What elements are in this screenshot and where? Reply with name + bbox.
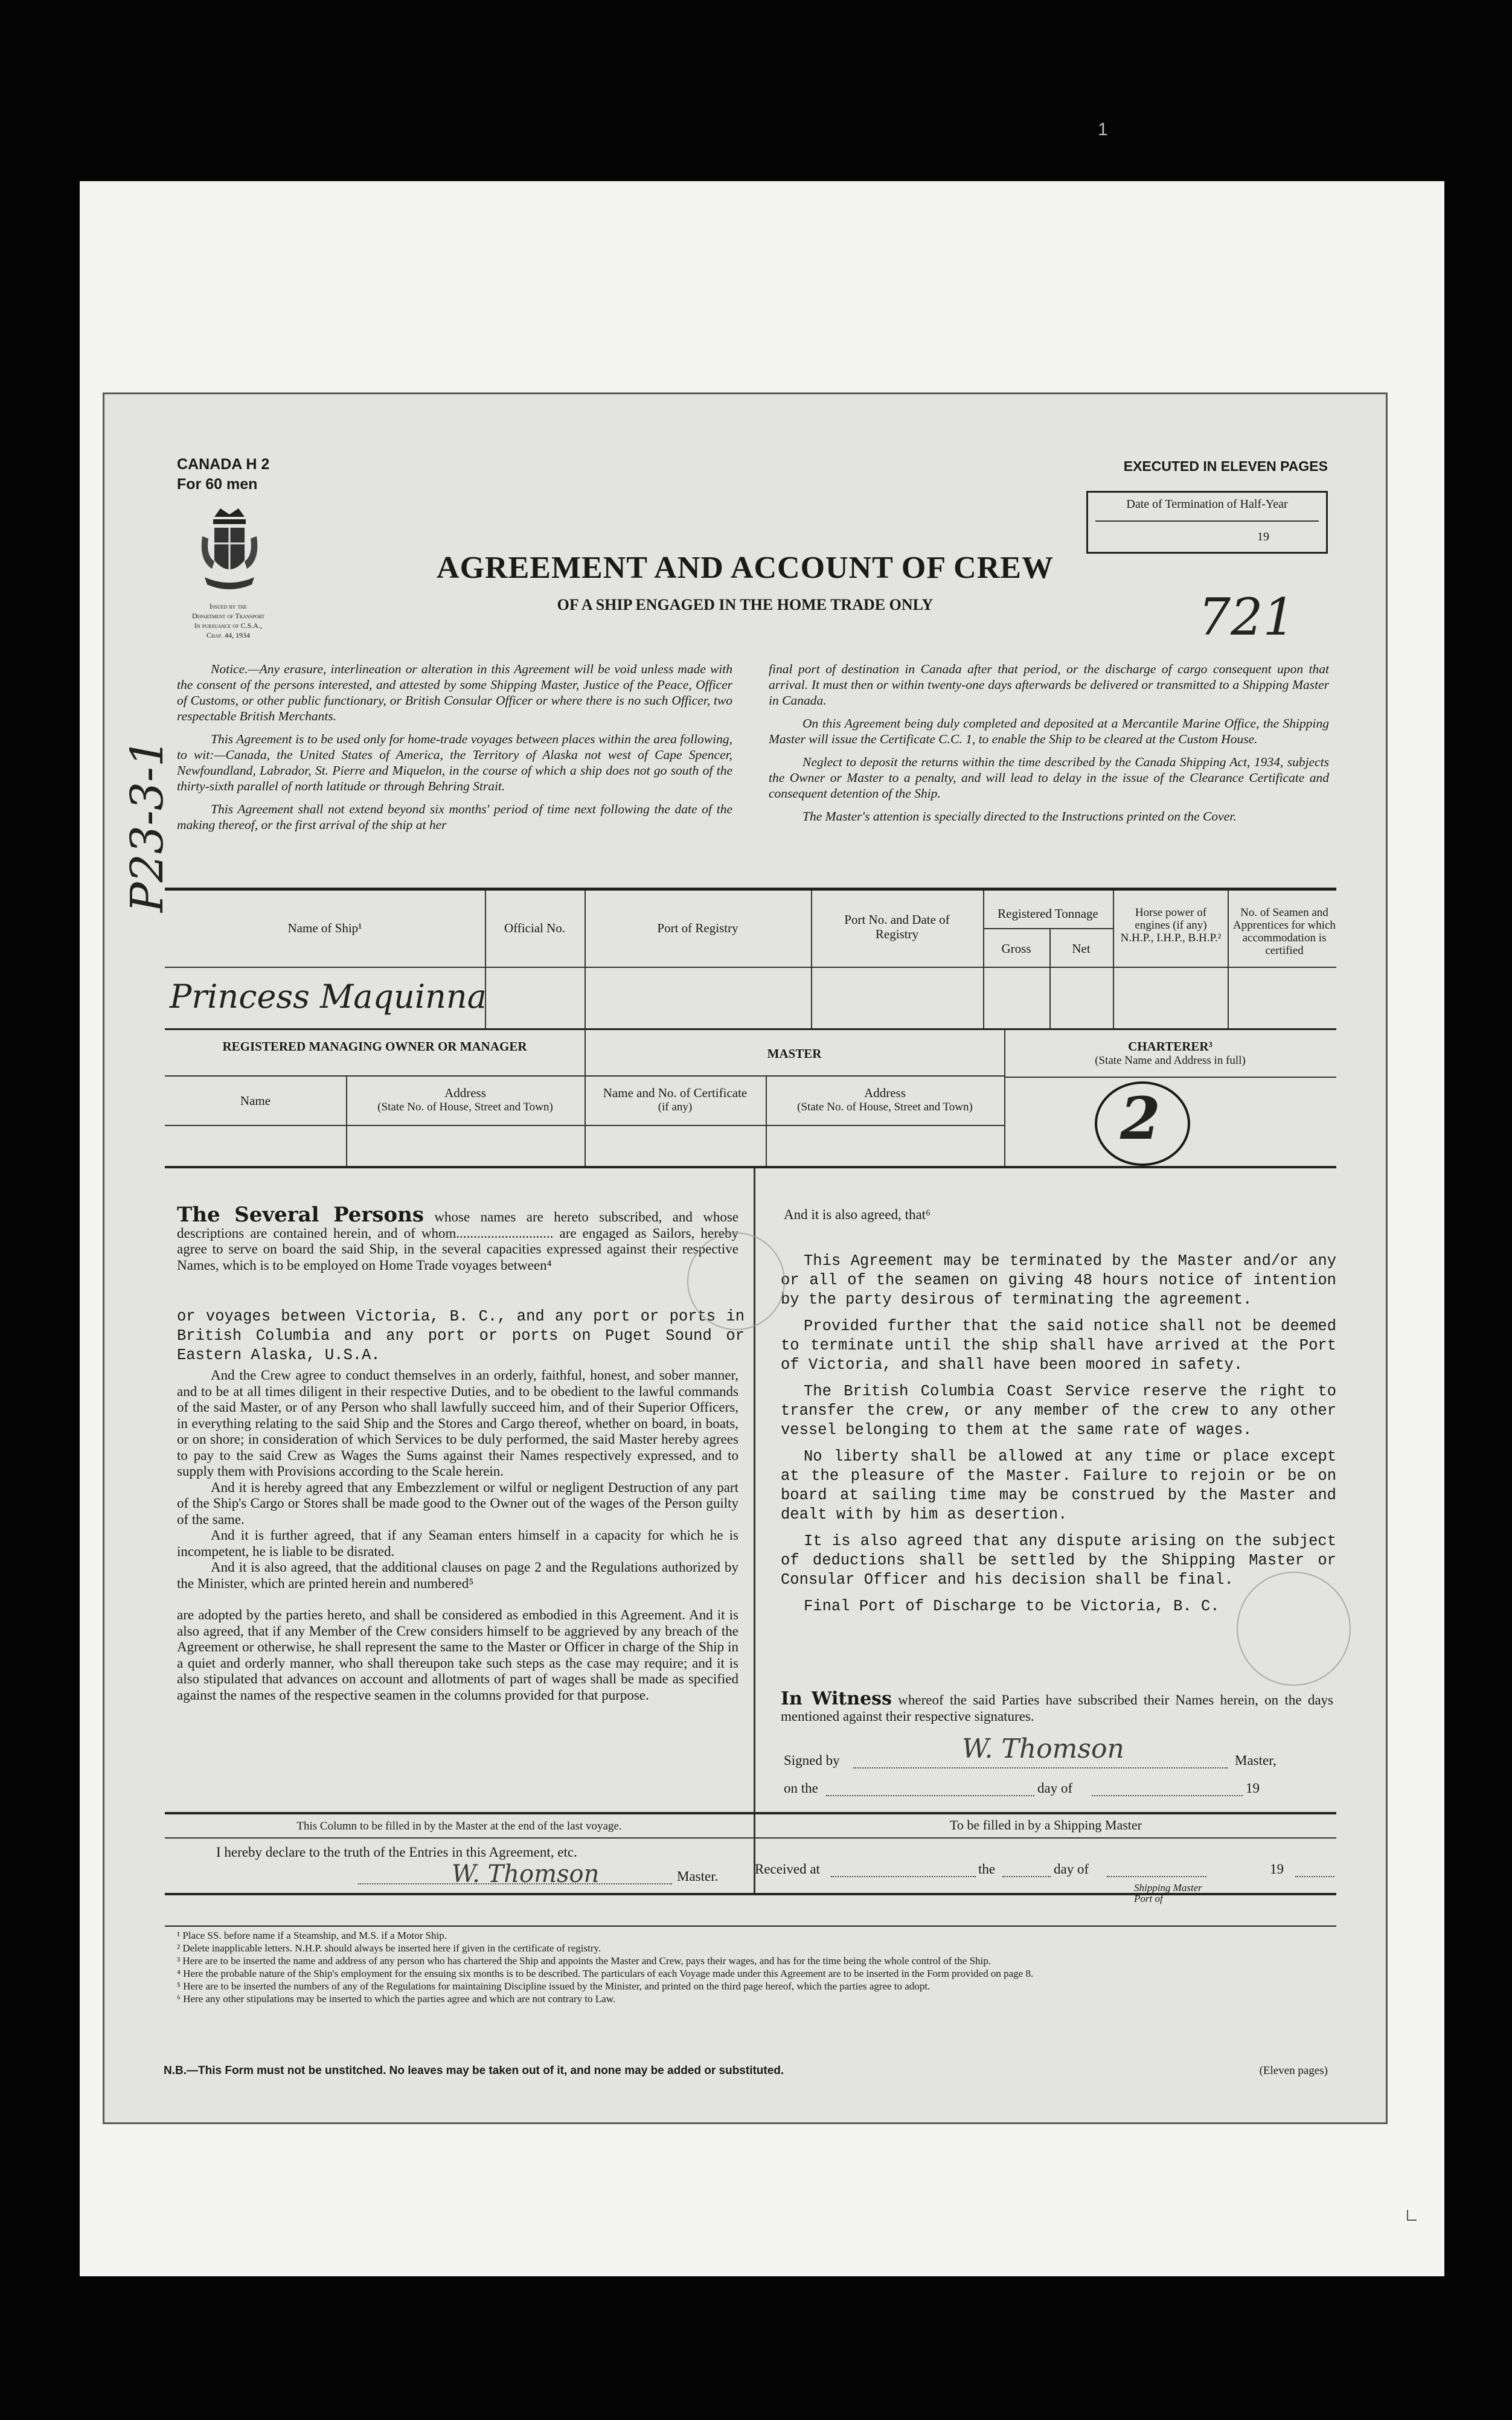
divider <box>1228 891 1229 1028</box>
col-master-address: Address (State No. of House, Street and Town) <box>797 1086 973 1113</box>
col-charterer: CHARTERER³ <box>1128 1039 1212 1054</box>
the-label: the <box>978 1861 996 1877</box>
col-horse-power: Horse power of engines (if any) N.H.P., I.H.P., B.H.P.² <box>1120 906 1222 944</box>
col-port-no-date: Port No. and Date of Registry <box>844 912 950 941</box>
divider <box>811 891 812 1028</box>
executed-pages: EXECUTED IN ELEVEN PAGES <box>1123 458 1328 474</box>
footnotes: ¹ Place SS. before name if a Steamship, and M.S. if a Motor Ship. ² Delete inapplicable letters. N.H.P. should always be inserted here if given in the certificate of registry. ³ Here are to be inserted the name and address of any person who has chartered the Ship and appoints the Master and Crew, pays their wages, and has for the time being the whole control of the Ship. ⁴ Here the probable nature of the Ship's employment for the ensuing six months is to be described. The particulars of each Voyage made under this Agreement are to be inserted in the Form provided on page 8. ⁵ Here are to be inserted the numbers of any of the Regulations for maintaining Discipline issued by the Minister, and printed on the third page hereof, which the parties agree to adopt. ⁶ Here any other stipulations may be inserted to which the parties agree and which are not contrary to Law. <box>177 1930 1034 2005</box>
col-seamen-count: No. of Seamen and Apprentices for which accommodation is certified <box>1233 906 1336 957</box>
col-port-registry: Port of Registry <box>657 921 738 935</box>
col-gross: Gross <box>1001 941 1031 956</box>
received-line <box>1295 1876 1334 1877</box>
master-column-header: This Column to be filled in by the Master at the end of the last voyage. <box>296 1820 622 1833</box>
divider <box>165 1812 1336 1814</box>
witness-heading: In Witness <box>781 1688 892 1709</box>
received-line <box>1107 1876 1206 1877</box>
form-subtitle: OF A SHIP ENGAGED IN THE HOME TRADE ONLY <box>557 596 934 613</box>
col-registered-tonnage: Registered Tonnage <box>998 906 1098 921</box>
several-persons-heading: The Several Persons <box>177 1203 424 1227</box>
notice-left: Notice.—Any erasure, interlineation or alteration in this Agreement will be void unless made with the consent of the persons interested, and attested by some Shipping Master, Justice of the Peace, Officer of Customs, or other public functionary, or British Consular Officer or where there is no such Officer, two respectable British Merchants. This Agreement is to be used only for home-trade voyages between places within the area following, to wit:—Canada, the United States of America, the Territory of Alaska not west of Cape Spencer, Newfoundland, Labrador, St. Pierre and Miquelon, in the course of which a ship does not go south of the thirty-sixth parallel of north latitude or through Behring Strait. This Agreement shall not extend beyond six months' period of time next following the date of the making thereof, or the first arrival of the ship at her <box>177 662 732 832</box>
crew-agreement-text: The Several Persons whose names are hereto subscribed, and whose descriptions are contained herein, and of whom............................ are engaged as Sailors, hereby agree to serve on board the said Ship, in the several capacities expressed against their respective Names, which is to be employed on Home Trade voyages between⁴ <box>177 1203 739 1273</box>
received-line <box>1002 1876 1051 1877</box>
received-line <box>831 1876 976 1877</box>
col-owner-name: Name <box>240 1093 271 1108</box>
issuer-caption: Issued by the Department of Transport In pursuance of C.S.A., Chap. 44, 1934 <box>191 602 265 639</box>
form-code: CANADA H 2 <box>177 456 270 473</box>
handwritten-number: 721 <box>1198 587 1295 647</box>
col-master: MASTER <box>767 1046 822 1061</box>
declaration-text: I hereby declare to the truth of the Entries in this Agreement, etc. <box>216 1845 577 1860</box>
divider <box>165 1166 1336 1168</box>
col-charterer-sub: (State Name and Address in full) <box>1095 1054 1246 1067</box>
master-signature: W. Thomson <box>962 1733 1124 1764</box>
shipping-master-header: To be filled in by a Shipping Master <box>949 1817 1142 1833</box>
divider <box>165 1925 1336 1927</box>
faded-stamp-icon <box>687 1232 785 1330</box>
ship-name-value: Princess Maquinna <box>170 978 487 1016</box>
shipping-master-stamp-icon <box>1237 1572 1351 1686</box>
year-label: 19 <box>1246 1781 1260 1796</box>
typed-voyage-description: or voyages between Victoria, B. C., and any port or ports in British Columbia and any port or ports on Puget Sound or Eastern Alaska, U.S.A. <box>177 1308 745 1364</box>
date-line <box>826 1795 1034 1796</box>
termination-date-box <box>1086 491 1328 554</box>
divider <box>1095 520 1319 522</box>
shipping-master-signature-block: Shipping Master Port of <box>1134 1882 1202 1904</box>
received-day-of-label: day of <box>1054 1861 1089 1877</box>
form-title: AGREEMENT AND ACCOUNT OF CREW <box>437 551 1054 585</box>
master-label: Master, <box>1235 1753 1277 1768</box>
received-year-label: 19 <box>1270 1861 1284 1877</box>
col-owner-address: Address (State No. of House, Street and Town) <box>377 1086 553 1113</box>
declaration-master-label: Master. <box>677 1869 719 1884</box>
form-code-block <box>177 455 269 495</box>
signed-by-label: Signed by <box>784 1753 840 1768</box>
crew-agreement-form <box>103 392 1388 2124</box>
termination-label: Date of Termination of Half-Year <box>1126 498 1288 511</box>
declaration-signature: W. Thomson <box>452 1860 600 1888</box>
col-official-no: Official No. <box>504 921 566 935</box>
notice-right: final port of destination in Canada after that period, or the discharge of cargo consequent upon that arrival. It must then or within twenty-one days afterwards be delivered or transmitted to a Shipping Master in Canada. On this Agreement being duly completed and deposited at a Mercantile Marine Office, the Shipping Master will issue the Certificate C.C. 1, to enable the Ship to be cleared at the Custom House. Neglect to deposit the returns within the time described by the Canada Shipping Act, 1934, subjects the Owner or Master to a penalty, and will lead to delay in the issue of the Clearance Certificate and consequent detention of the Ship. The Master's attention is specially directed to the Instructions printed on the Cover. <box>769 662 1329 824</box>
signature-line <box>853 1767 1228 1769</box>
page-count: (Eleven pages) <box>1259 2064 1328 2077</box>
divider <box>983 928 1113 929</box>
col-master-name: Name and No. of Certificate (if any) <box>603 1086 748 1113</box>
capacity: For 60 men <box>177 476 258 493</box>
termination-year: 19 <box>1257 530 1269 543</box>
witness-clause: In Witness whereof the said Parties have subscribed their Names herein, on the days mentioned against their respective signatures. <box>781 1688 1334 1724</box>
divider <box>165 967 1336 968</box>
divider <box>165 1028 1336 1030</box>
handwritten-circled-number: 2 <box>1120 1084 1161 1153</box>
typed-additional-clauses: This Agreement may be terminated by the Master and/or any or all of the seamen on giving 48 hours notice of intention by the party desirous of terminating the agreement. Provided further that the said notice shall not be deemed to terminate until the ship shall have arrived at the Port of Victoria, and shall have been moored in safety. The British Columbia Coast Service reserve the right to transfer the crew, or any member of the crew to any other vessel belonging to them at the same rate of wages. No liberty shall be allowed at any time or place except at the pleasure of the Master. Failure to rejoin or be on board at sailing time may be construed by the Master and dealt with by him as desertion. It is also agreed that any dispute arising on the subject of deductions shall be settled by the Shipping Master or Consular Officer and his decision shall be final. Final Port of Discharge to be Victoria, B. C. <box>781 1252 1336 1615</box>
col-owner: REGISTERED MANAGING OWNER OR MANAGER <box>222 1039 527 1054</box>
divider <box>165 1837 1336 1839</box>
nb-notice: N.B.—This Form must not be unstitched. No leaves may be taken out of it, and none may be added or substituted. <box>164 2064 784 2077</box>
date-line <box>1092 1795 1243 1796</box>
crew-duties-text: And the Crew agree to conduct themselves in an orderly, faithful, honest, and sober manner, and to be at all times diligent in their respective Duties, and to be obedient to the lawful commands of the said Master, or of any Person who shall lawfully succeed him, and of their Superior Officers, in everything relating to the said Ship and the Stores and Cargo thereof, whether on board, in boats, or on shore; in consideration of which Services to be duly performed, the said Master hereby agrees to pay to the said Crew as Wages the Sums against their Names respectively expressed, and to supply them with Provisions according to the Scale herein. And it is hereby agreed that any Embezzlement or wilful or negligent Destruction of any part of the Ship's Cargo or Stores shall be made good to the Owner out of the wages of the Person guilty of the same. And it is further agreed, that if any Seaman enters himself in a capacity for which he is incompetent, he is liable to be disrated. And it is also agreed, that the additional clauses on page 2 and the Regulations authorized by the Minister, which are printed herein and numbered⁵ are adopted by the parties hereto, and shall be considered as embodied in this Agreement. And it is also agreed, that if any Member of the Crew considers himself to be aggrieved by any breach of the Agreement or otherwise, he shall represent the same to the Master or Officer in charge of the Ship in a quiet and orderly manner, who shall thereupon take such steps as the case may require; and it is also stipulated that advances on account and allotments of part of wages shall be made as specified against the names of the respective seamen in the columns provided for that purpose. <box>177 1368 738 1703</box>
scan-number: 1 <box>1098 120 1108 139</box>
divider <box>1113 891 1114 1028</box>
divider <box>1004 1077 1336 1078</box>
divider <box>165 1125 1004 1126</box>
corner-mark <box>1407 2210 1417 2221</box>
received-at-label: Received at <box>755 1861 820 1877</box>
divider <box>165 1075 1004 1077</box>
agreed-intro: And it is also agreed, that⁶ <box>784 1207 931 1222</box>
divider <box>165 888 1336 891</box>
col-ship-name: Name of Ship¹ <box>287 921 362 935</box>
col-net: Net <box>1072 941 1091 956</box>
handwritten-side-reference: P23-3-1 <box>121 738 173 913</box>
day-of-label: day of <box>1037 1781 1073 1796</box>
on-the-label: on the <box>784 1781 818 1796</box>
divider <box>585 891 586 1028</box>
